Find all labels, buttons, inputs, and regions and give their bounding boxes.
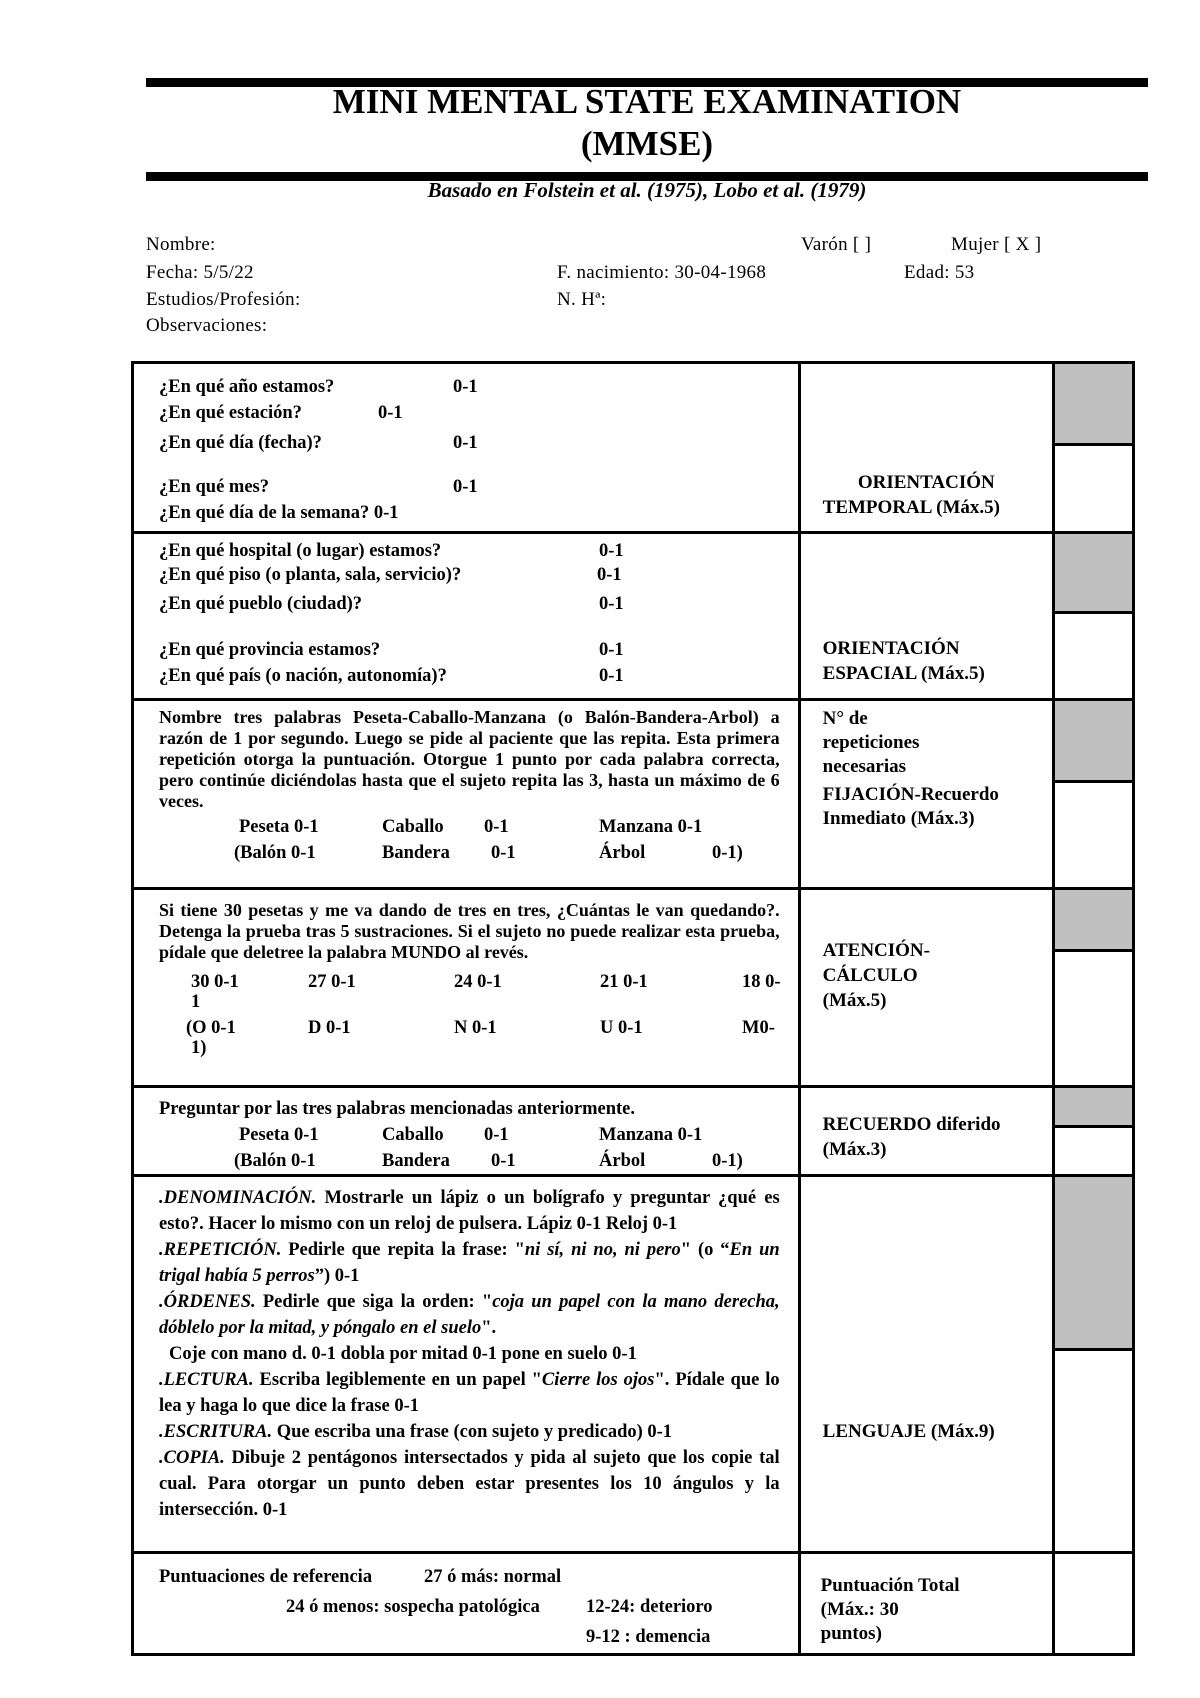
letter-row-wrap: [134, 1035, 798, 1061]
score-option[interactable]: 0-1: [597, 565, 622, 585]
number-score[interactable]: 24 0-1: [454, 972, 502, 992]
question-row: [159, 591, 798, 617]
section-label: ATENCIÓN- CÁLCULO (Máx.5): [822, 940, 930, 1011]
page-title-abbrev: (MMSE): [580, 124, 714, 163]
score-box[interactable]: [1055, 1351, 1132, 1551]
section-fijacion: [133, 700, 1134, 889]
word-score[interactable]: Peseta 0-1: [239, 817, 319, 837]
mmse-table: [131, 361, 1135, 1656]
question-text: ¿En qué mes?: [159, 477, 269, 497]
question-row: [159, 500, 798, 526]
instruction-text: Si tiene 30 pesetas y me va dando de tres en tres, ¿Cuántas le van quedando?. Detenga la prueba tras 5 sustraciones. Si el sujeto no puede realizar esta prueba, pídale que deletree la palabra MUNDO al revés.: [159, 900, 780, 962]
question-text: ¿En qué piso (o planta, sala, servicio)?: [159, 565, 462, 585]
number-score[interactable]: 27 0-1: [308, 972, 356, 992]
section-label: N° de repeticiones necesarias FIJACIÓN-Recuerdo Inmediato (Máx.3): [822, 708, 999, 829]
wrap-text: 1): [191, 1038, 207, 1058]
score-box[interactable]: [1055, 614, 1132, 698]
reference-text: Puntuaciones de referencia: [159, 1567, 373, 1587]
question-text: ¿En qué provincia estamos?: [159, 640, 381, 660]
question-text: ¿En qué país (o nación, autonomía)?: [159, 666, 447, 686]
word-row: [134, 840, 798, 866]
score-option[interactable]: 0-1: [599, 640, 624, 660]
score-option[interactable]: 0-1: [599, 541, 624, 561]
score-box[interactable]: [1055, 446, 1132, 531]
question-text: ¿En qué estación?: [159, 403, 302, 423]
score-box-shaded: [1055, 1177, 1132, 1351]
section-temporal: [133, 363, 1134, 533]
word-label: Árbol: [599, 843, 646, 863]
score-box-shaded: [1055, 701, 1132, 783]
denominacion-item: .DENOMINACIÓN. Mostrarle un lápiz o un bolígrafo y preguntar ¿qué es esto?. Hacer lo mismo con un reloj de pulsera. Lápiz 0-1 Reloj 0-1: [159, 1188, 780, 1234]
word-score[interactable]: 0-1): [712, 843, 743, 863]
number-score[interactable]: 30 0-1: [191, 972, 239, 992]
reference-text: 9-12 : demencia: [586, 1627, 711, 1647]
section-label: LENGUAJE (Máx.9): [822, 1421, 995, 1442]
nacimiento-field: F. nacimiento: 30-04-1968: [557, 262, 767, 283]
reference-row: [134, 1622, 798, 1652]
reference-text: 12-24: deterioro: [586, 1597, 713, 1617]
word-score[interactable]: 0-1: [491, 1151, 516, 1171]
question-row: [159, 374, 798, 400]
word-label: Árbol: [599, 1151, 646, 1171]
varon-checkbox[interactable]: Varón [ ]: [801, 234, 872, 255]
word-label: Bandera: [382, 1151, 450, 1171]
instruction-text: Nombre tres palabras Peseta-Caballo-Manzana (o Balón-Bandera-Arbol) a razón de 1 por segundo. Luego se pide al paciente que las repita. Esta primera repetición otorga la puntuación. Otorgue 1 punto por cada palabra correcta, pero continúe diciéndolas hasta que el sujeto repita las 3, hasta un máximo de 6 veces.: [159, 707, 780, 811]
question-row: [159, 663, 798, 689]
word-score[interactable]: (Balón 0-1: [234, 1151, 316, 1171]
copia-item: .COPIA. Dibuje 2 pentágonos intersectados y pida al sujeto que los copie tal cual. Para otorgar un punto deben estar presentes los 10 ángulos y la intersección. 0-1: [159, 1448, 780, 1520]
letter-score[interactable]: (O 0-1: [186, 1018, 236, 1038]
letter-score[interactable]: M0-: [742, 1018, 775, 1038]
word-row: [134, 1122, 798, 1148]
word-score[interactable]: 0-1: [484, 817, 509, 837]
section-total: [133, 1553, 1134, 1655]
letter-score[interactable]: D 0-1: [308, 1018, 351, 1038]
question-text[interactable]: ¿En qué día de la semana? 0-1: [159, 503, 399, 523]
letter-score[interactable]: U 0-1: [600, 1018, 643, 1038]
letter-score[interactable]: N 0-1: [454, 1018, 497, 1038]
reference-row: [134, 1562, 798, 1592]
reference-text: 24 ó menos: sospecha patológica: [286, 1597, 540, 1617]
score-box[interactable]: [1055, 1128, 1132, 1168]
section-label: RECUERDO diferido (Máx.3): [822, 1114, 1001, 1160]
word-score[interactable]: Manzana 0-1: [599, 1125, 703, 1145]
score-box[interactable]: [1055, 783, 1132, 883]
instruction-text: Preguntar por las tres palabras mencionadas anteriormente.: [159, 1099, 636, 1119]
number-row-wrap: [134, 989, 798, 1015]
question-row: [159, 637, 798, 663]
section-atencion: [133, 889, 1134, 1087]
question-text: ¿En qué día (fecha)?: [159, 433, 322, 453]
reference-row: [134, 1592, 798, 1622]
ordenes-score[interactable]: Coje con mano d. 0-1 dobla por mitad 0-1 pone en suelo 0-1: [169, 1344, 637, 1364]
fecha-field: Fecha: 5/5/22: [146, 262, 254, 283]
score-box-shaded: [1055, 890, 1132, 952]
word-score[interactable]: Manzana 0-1: [599, 817, 703, 837]
word-score[interactable]: Peseta 0-1: [239, 1125, 319, 1145]
subtitle: Basado en Folstein et al. (1975), Lobo et al. (1979): [427, 178, 867, 202]
lectura-item: .LECTURA. Escriba legiblemente en un papel "Cierre los ojos". Pídale que lo lea y haga lo que dice la frase 0-1: [159, 1370, 780, 1416]
section-label: ORIENTACIÓN ESPACIAL (Máx.5): [822, 638, 985, 684]
nombre-field: Nombre:: [146, 234, 216, 255]
section-lenguaje: [133, 1176, 1134, 1553]
word-score[interactable]: 0-1: [491, 843, 516, 863]
word-label: Caballo: [382, 817, 444, 837]
score-box[interactable]: [1055, 952, 1132, 1080]
question-row: [159, 474, 798, 500]
score-option[interactable]: 0-1: [599, 594, 624, 614]
question-row: [159, 430, 798, 456]
question-text: ¿En qué pueblo (ciudad)?: [159, 594, 363, 614]
question-row: [159, 400, 798, 426]
question-row: [159, 538, 798, 564]
section-label: Puntuación Total (Máx.: 30 puntos): [820, 1575, 960, 1644]
word-row: [134, 1148, 798, 1174]
total-score-box[interactable]: [1053, 1553, 1133, 1655]
observaciones-field: Observaciones:: [146, 315, 268, 336]
edad-field: Edad: 53: [904, 262, 975, 283]
question-text: ¿En qué hospital (o lugar) estamos?: [159, 541, 442, 561]
word-score[interactable]: (Balón 0-1: [234, 843, 316, 863]
ordenes-item: .ÓRDENES. Pedirle que siga la orden: "coja un papel con la mano derecha, dóblelo por la mitad, y póngalo en el suelo".: [159, 1292, 780, 1338]
estudios-field: Estudios/Profesión:: [146, 289, 301, 310]
repeticion-item: .REPETICIÓN. Pedirle que repita la frase: "ni sí, ni no, ni pero" (o “En un trigal había 5 perros”) 0-1: [159, 1240, 780, 1286]
section-espacial: [133, 533, 1134, 700]
score-option[interactable]: 0-1: [378, 403, 403, 423]
score-option[interactable]: 0-1: [453, 477, 478, 497]
word-score[interactable]: 0-1: [484, 1125, 509, 1145]
number-score[interactable]: 21 0-1: [600, 972, 648, 992]
page-title: MINI MENTAL STATE EXAMINATION: [332, 82, 962, 121]
escritura-item: .ESCRITURA. Que escriba una frase (con sujeto y predicado) 0-1: [159, 1422, 673, 1442]
score-box-shaded: [1055, 364, 1132, 446]
nh-field: N. Hª:: [557, 289, 607, 310]
section-recuerdo: [133, 1087, 1134, 1176]
word-score[interactable]: 0-1): [712, 1151, 743, 1171]
number-score[interactable]: 18 0-: [742, 972, 781, 992]
word-row: [134, 814, 798, 840]
question-text: ¿En qué año estamos?: [159, 377, 335, 397]
score-option[interactable]: 0-1: [453, 433, 478, 453]
score-box-shaded: [1055, 1088, 1132, 1128]
question-row: [159, 562, 798, 588]
score-option[interactable]: 0-1: [599, 666, 624, 686]
reference-text: 27 ó más: normal: [424, 1567, 562, 1587]
score-box-shaded: [1055, 534, 1132, 614]
mujer-checkbox[interactable]: Mujer [ X ]: [951, 234, 1042, 255]
word-label: Caballo: [382, 1125, 444, 1145]
wrap-text: 1: [191, 992, 201, 1012]
section-label: ORIENTACIÓN TEMPORAL (Máx.5): [822, 472, 1000, 518]
word-label: Bandera: [382, 843, 450, 863]
score-option[interactable]: 0-1: [453, 377, 478, 397]
